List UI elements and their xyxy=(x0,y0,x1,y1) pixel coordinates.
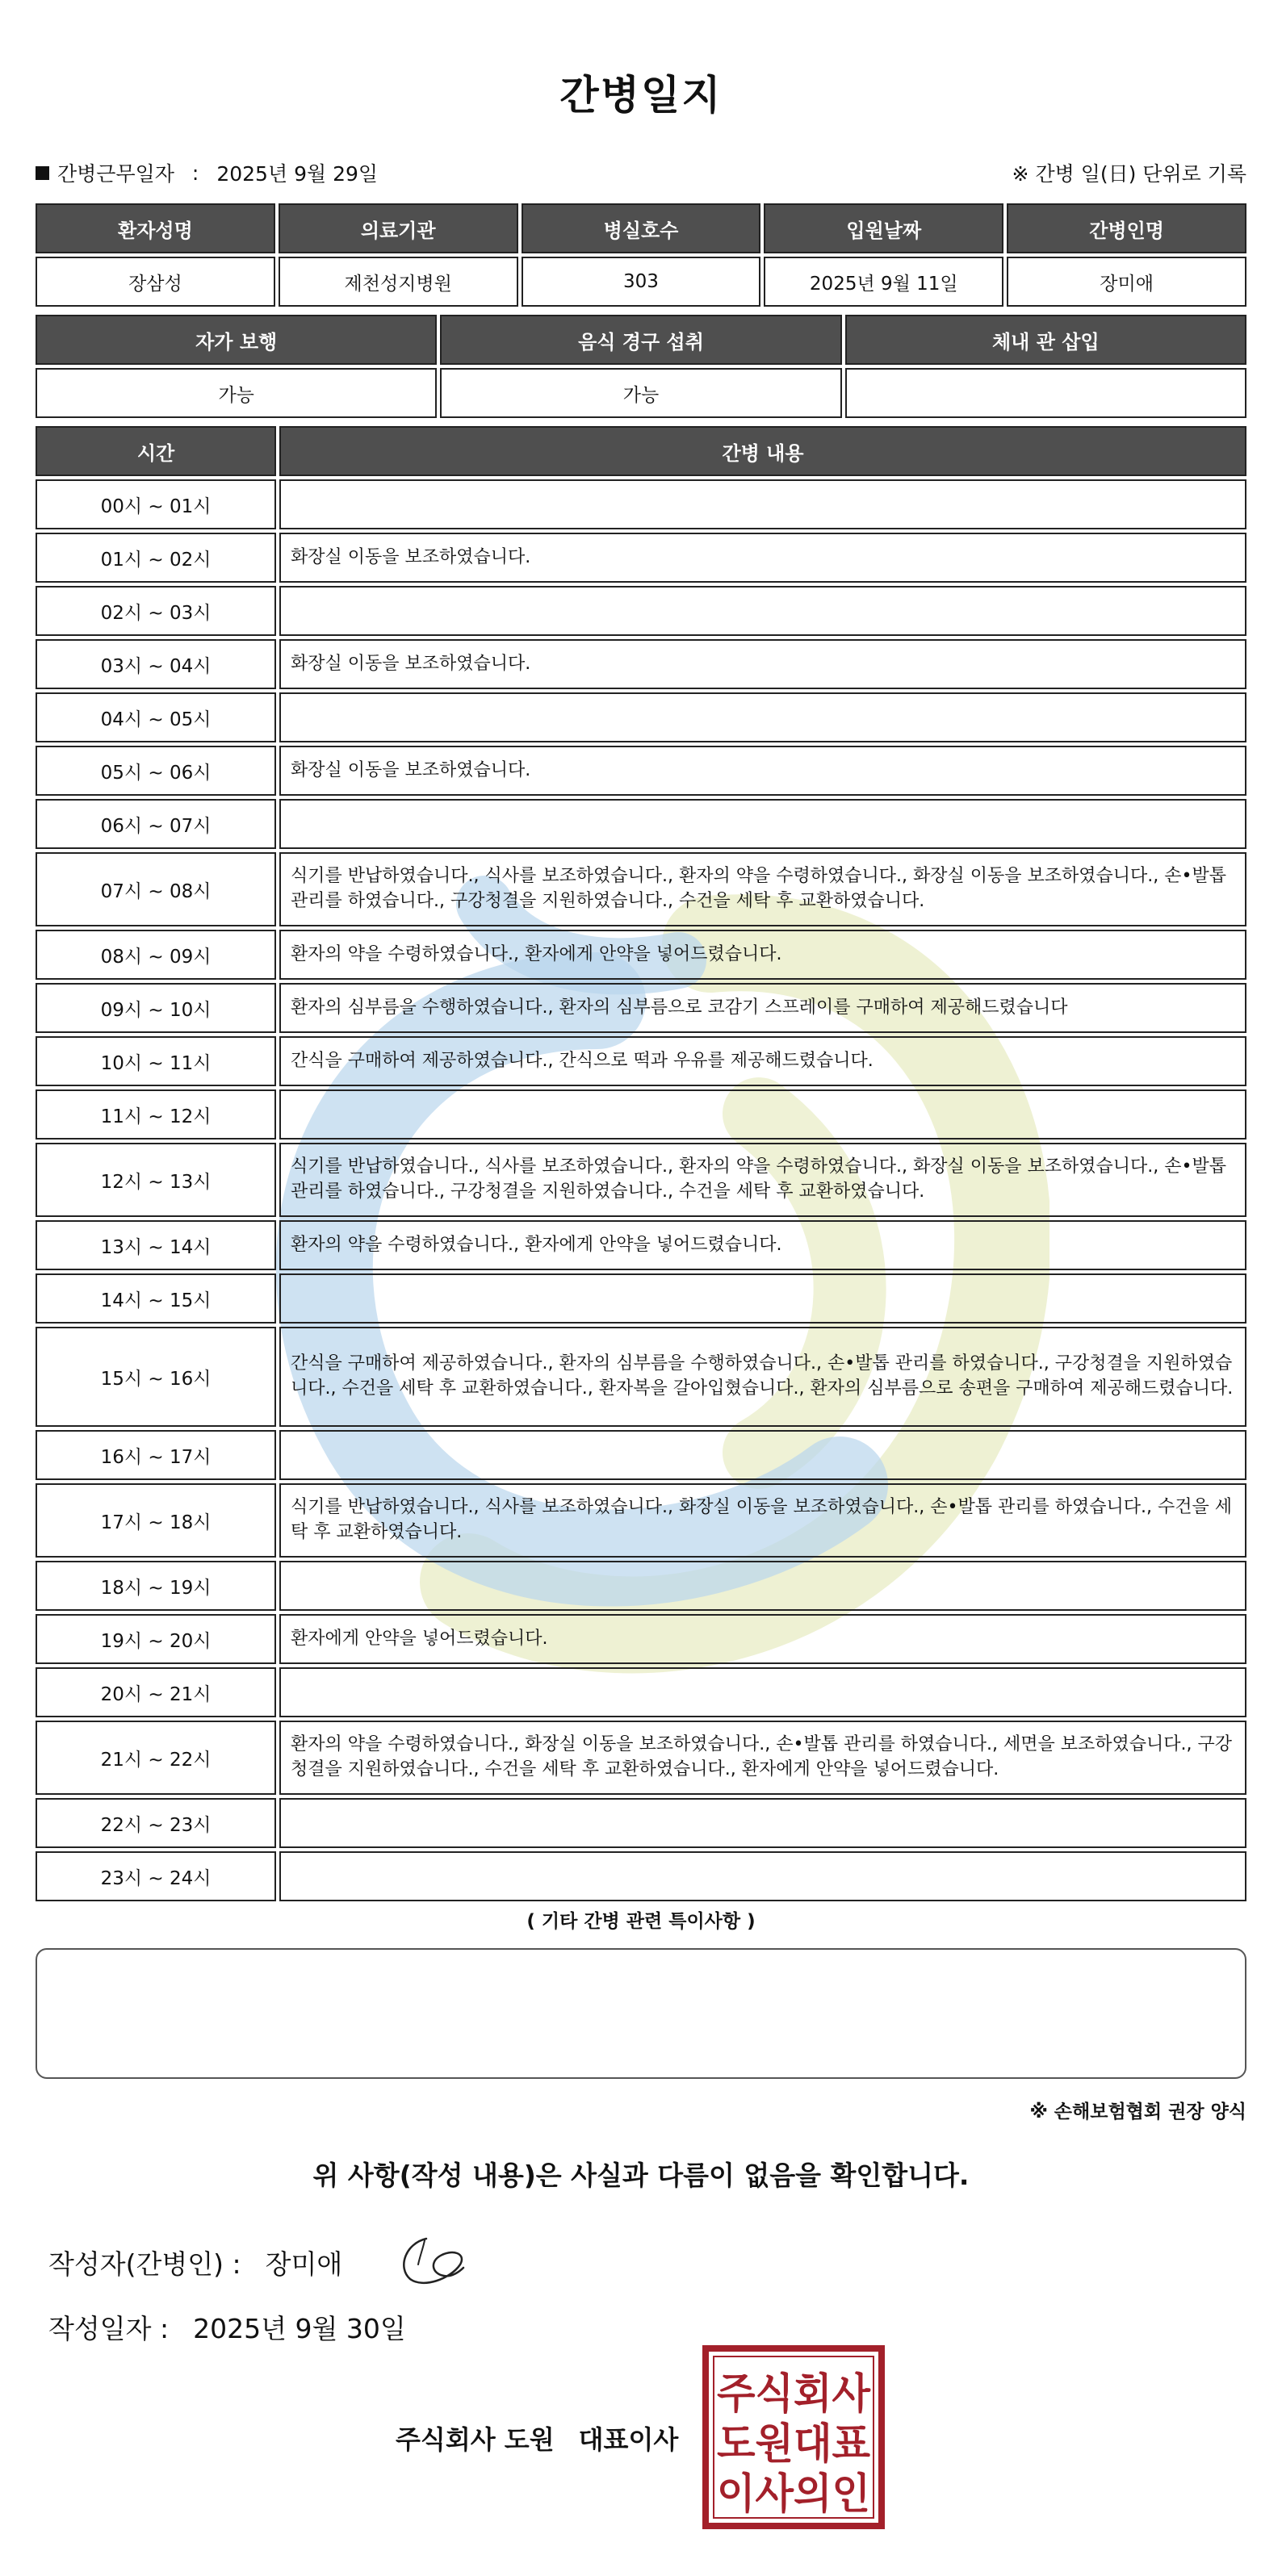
written-date-value: 2025년 9월 30일 xyxy=(193,2313,406,2344)
care-content-cell: 간식을 구매하여 제공하였습니다., 간식으로 떡과 우유를 제공해드렸습니다. xyxy=(279,1036,1246,1086)
care-content-cell: 화장실 이동을 보조하였습니다. xyxy=(279,746,1246,796)
header-walking: 자가 보행 xyxy=(36,315,437,365)
table-row xyxy=(36,368,1246,418)
care-content-cell: 화장실 이동을 보조하였습니다. xyxy=(279,639,1246,689)
unit-note: ※ 간병 일(日) 단위로 기록 xyxy=(1012,162,1246,186)
patient-info-table xyxy=(32,200,1250,310)
table-row xyxy=(36,746,1246,796)
company-seal xyxy=(702,2345,885,2529)
care-content-cell xyxy=(279,1798,1246,1848)
table-row xyxy=(36,586,1246,636)
table-row xyxy=(36,983,1246,1033)
time-cell: 02시 ~ 03시 xyxy=(36,586,276,636)
page-title: 간병일지 xyxy=(559,72,723,119)
header-tube: 체내 관 삽입 xyxy=(845,315,1246,365)
header-time: 시간 xyxy=(36,426,276,476)
time-cell: 01시 ~ 02시 xyxy=(36,533,276,583)
care-content-cell xyxy=(279,1273,1246,1324)
time-cell: 04시 ~ 05시 xyxy=(36,692,276,742)
care-content-cell xyxy=(279,1851,1246,1901)
company-title: 대표이사 xyxy=(578,2424,679,2455)
care-content-cell: 식기를 반납하였습니다., 식사를 보조하였습니다., 화장실 이동을 보조하였습니다., 손•발톱 관리를 하였습니다., 수건을 세탁 후 교환하였습니다. xyxy=(279,1483,1246,1558)
care-log-table xyxy=(32,423,1250,1905)
time-cell: 15시 ~ 16시 xyxy=(36,1327,276,1427)
tube-value xyxy=(845,368,1246,418)
care-content-cell: 식기를 반납하였습니다., 식사를 보조하였습니다., 환자의 약을 수령하였습니다., 화장실 이동을 보조하였습니다., 손•발톱 관리를 하였습니다., 구강청결을 지원하였습니다., 수건을 세탁 후 교환하였습니다. xyxy=(279,852,1246,926)
table-header-row xyxy=(36,315,1246,365)
writer-line xyxy=(48,2244,342,2281)
table-row xyxy=(36,1614,1246,1664)
log-body xyxy=(36,479,1246,1901)
notes-title: ( 기타 간병 관련 특이사항 ) xyxy=(526,1911,756,1932)
time-cell: 16시 ~ 17시 xyxy=(36,1430,276,1480)
time-cell: 14시 ~ 15시 xyxy=(36,1273,276,1324)
table-row xyxy=(36,1036,1246,1086)
table-row xyxy=(36,1798,1246,1848)
time-cell: 22시 ~ 23시 xyxy=(36,1798,276,1848)
care-content-cell: 간식을 구매하여 제공하였습니다., 환자의 심부름을 수행하였습니다., 손•발톱 관리를 하였습니다., 구강청결을 지원하였습니다., 수건을 세탁 후 교환하였습니다., 환자복을 갈아입혔습니다., 환자의 심부름으로 송편을 구매하여 제공해드렸습니다. xyxy=(279,1327,1246,1427)
care-content-cell: 환자의 심부름을 수행하였습니다., 환자의 심부름으로 코감기 스프레이를 구매하여 제공해드렸습니다 xyxy=(279,983,1246,1033)
header-care-content: 간병 내용 xyxy=(279,426,1246,476)
header-caregiver: 간병인명 xyxy=(1007,203,1246,253)
company-line xyxy=(396,2419,678,2457)
caregiver-name: 장미애 xyxy=(1007,257,1246,307)
table-row xyxy=(36,852,1246,926)
ability-table xyxy=(32,312,1250,421)
care-content-cell xyxy=(279,586,1246,636)
header-patient-name: 환자성명 xyxy=(36,203,275,253)
work-date-label: 간병근무일자 xyxy=(57,162,174,186)
time-cell: 00시 ~ 01시 xyxy=(36,479,276,529)
table-row xyxy=(36,1851,1246,1901)
table-row xyxy=(36,1220,1246,1270)
meta-row xyxy=(36,158,1246,190)
table-row xyxy=(36,257,1246,307)
table-row xyxy=(36,1089,1246,1140)
time-cell: 17시 ~ 18시 xyxy=(36,1483,276,1558)
table-row xyxy=(36,1327,1246,1427)
table-row xyxy=(36,1273,1246,1324)
time-cell: 12시 ~ 13시 xyxy=(36,1143,276,1217)
care-content-cell xyxy=(279,1430,1246,1480)
time-cell: 20시 ~ 21시 xyxy=(36,1667,276,1717)
seal-text-line: 도원대표 xyxy=(717,2420,870,2469)
table-row xyxy=(36,1483,1246,1558)
written-date-label: 작성일자 : xyxy=(48,2313,170,2344)
time-cell: 11시 ~ 12시 xyxy=(36,1089,276,1140)
seal-text-line: 이사의인 xyxy=(717,2470,870,2519)
time-cell: 18시 ~ 19시 xyxy=(36,1561,276,1611)
time-cell: 06시 ~ 07시 xyxy=(36,799,276,849)
table-row xyxy=(36,1430,1246,1480)
header-admit-date: 입원날짜 xyxy=(764,203,1003,253)
care-content-cell xyxy=(279,1667,1246,1717)
writer-name: 장미애 xyxy=(265,2248,343,2280)
work-date-separator: : xyxy=(191,161,199,185)
care-content-cell: 화장실 이동을 보조하였습니다. xyxy=(279,533,1246,583)
table-row xyxy=(36,1561,1246,1611)
signature xyxy=(396,2232,468,2290)
writer-label: 작성자(간병인) : xyxy=(48,2248,241,2280)
time-cell: 07시 ~ 08시 xyxy=(36,852,276,926)
header-room: 병실호수 xyxy=(522,203,761,253)
seal-text-line: 주식회사 xyxy=(717,2370,871,2419)
recommend-note: ※ 손해보험협회 권장 양식 xyxy=(1029,2101,1246,2122)
time-cell: 03시 ~ 04시 xyxy=(36,639,276,689)
care-content-cell xyxy=(279,692,1246,742)
walking-value: 가능 xyxy=(36,368,437,418)
table-row xyxy=(36,639,1246,689)
company-name: 주식회사 도원 xyxy=(396,2424,555,2455)
care-content-cell xyxy=(279,1561,1246,1611)
table-header-row xyxy=(36,203,1246,253)
notes-box xyxy=(36,1948,1246,2079)
time-cell: 08시 ~ 09시 xyxy=(36,930,276,980)
time-cell: 23시 ~ 24시 xyxy=(36,1851,276,1901)
time-cell: 13시 ~ 14시 xyxy=(36,1220,276,1270)
table-row xyxy=(36,533,1246,583)
table-row xyxy=(36,1667,1246,1717)
care-content-cell xyxy=(279,799,1246,849)
care-content-cell xyxy=(279,479,1246,529)
patient-name: 장삼성 xyxy=(36,257,275,307)
oral-intake-value: 가능 xyxy=(440,368,841,418)
table-row xyxy=(36,930,1246,980)
table-row xyxy=(36,479,1246,529)
header-oral-intake: 음식 경구 섭취 xyxy=(440,315,841,365)
work-date xyxy=(36,158,378,187)
confirm-statement: 위 사항(작성 내용)은 사실과 다름이 없음을 확인합니다. xyxy=(312,2160,970,2191)
care-content-cell: 환자의 약을 수령하였습니다., 화장실 이동을 보조하였습니다., 손•발톱 관리를 하였습니다., 세면을 보조하였습니다., 구강청결을 지원하였습니다., 수건을 세탁 후 교환하였습니다., 환자에게 안약을 넣어드렸습니다. xyxy=(279,1721,1246,1795)
table-row xyxy=(36,1143,1246,1217)
table-row xyxy=(36,692,1246,742)
time-cell: 09시 ~ 10시 xyxy=(36,983,276,1033)
time-cell: 19시 ~ 20시 xyxy=(36,1614,276,1664)
work-date-value: 2025년 9월 29일 xyxy=(216,162,379,186)
care-content-cell xyxy=(279,1089,1246,1140)
header-hospital: 의료기관 xyxy=(279,203,518,253)
time-cell: 05시 ~ 06시 xyxy=(36,746,276,796)
room-number: 303 xyxy=(522,257,761,307)
table-row xyxy=(36,1721,1246,1795)
care-content-cell: 환자에게 안약을 넣어드렸습니다. xyxy=(279,1614,1246,1664)
time-cell: 10시 ~ 11시 xyxy=(36,1036,276,1086)
table-row xyxy=(36,799,1246,849)
admit-date: 2025년 9월 11일 xyxy=(764,257,1003,307)
table-header-row xyxy=(36,426,1246,476)
written-date-line xyxy=(48,2308,406,2346)
square-bullet-icon xyxy=(36,166,49,180)
hospital-name: 제천성지병원 xyxy=(279,257,518,307)
care-content-cell: 환자의 약을 수령하였습니다., 환자에게 안약을 넣어드렸습니다. xyxy=(279,930,1246,980)
care-content-cell: 환자의 약을 수령하였습니다., 환자에게 안약을 넣어드렸습니다. xyxy=(279,1220,1246,1270)
care-content-cell: 식기를 반납하였습니다., 식사를 보조하였습니다., 환자의 약을 수령하였습니다., 화장실 이동을 보조하였습니다., 손•발톱 관리를 하였습니다., 구강청결을 지원하였습니다., 수건을 세탁 후 교환하였습니다. xyxy=(279,1143,1246,1217)
time-cell: 21시 ~ 22시 xyxy=(36,1721,276,1795)
